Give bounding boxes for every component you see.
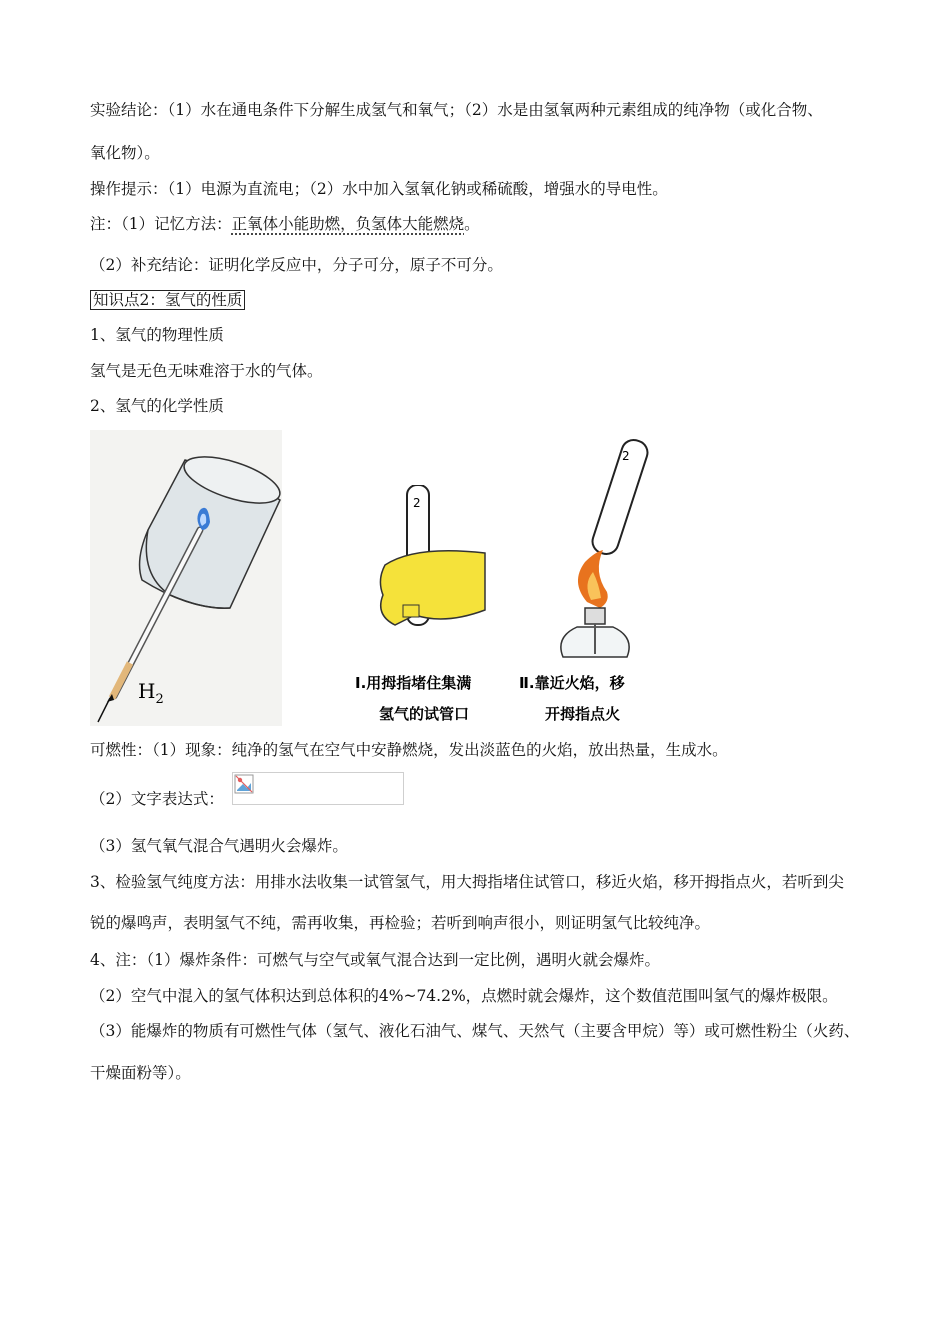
section-heading-box: 知识点2：氢气的性质: [90, 290, 245, 310]
word-equation-label: （2）文字表达式：: [90, 790, 224, 808]
combustibility-phenomenon: 可燃性：（1）现象：纯净的氢气在空气中安静燃烧，发出淡蓝色的火焰，放出热量，生成水。: [90, 741, 728, 759]
explosive-substances-line-2: 干燥面粉等）。: [90, 1064, 191, 1082]
broken-image-icon: [234, 774, 254, 794]
thumb-tube-figure: [355, 485, 505, 730]
explosion-condition: 4、注：（1）爆炸条件：可燃气与空气或氧气混合达到一定比例，遇明火就会爆炸。: [90, 951, 660, 969]
caption-1-line-2: 氢气的试管口: [379, 705, 470, 723]
memory-note-prefix: 注：（1）记忆方法：: [90, 215, 232, 233]
tube-mark-2: 2: [622, 449, 630, 463]
section-heading: [90, 290, 245, 310]
physical-property-text: 氢气是无色无味难溶于水的气体。: [90, 362, 323, 380]
tube-near-flame-figure: [515, 432, 665, 730]
hydrogen-burning-figure: [90, 430, 282, 726]
h2-subscript: 2: [155, 692, 164, 707]
caption-2-line-1: Ⅱ.靠近火焰，移: [519, 674, 625, 692]
operation-tip: 操作提示：（1）电源为直流电；（2）水中加入氢氧化钠或稀硫酸，增强水的导电性。: [90, 180, 668, 198]
tube-mark-1: 2: [413, 496, 421, 510]
caption-2-line-2: 开拇指点火: [545, 705, 621, 723]
memory-note-dotted: 正氧体小能助燃，负氢体大能燃烧: [231, 215, 465, 233]
conclusion-line-1: 实验结论：（1）水在通电条件下分解生成氢气和氧气；（2）水是由氢氧两种元素组成的纯净物（或化合物、: [90, 101, 823, 119]
purity-test-line-1: 3、检验氢气纯度方法：用排水法收集一试管氢气，用大拇指堵住试管口，移近火焰，移开拇指点火，若听到尖: [90, 873, 844, 891]
conclusion-line-2: 氧化物）。: [90, 144, 160, 162]
h2-label: $H_2$: [138, 679, 164, 707]
mixture-explosion: （3）氢气氧气混合气遇明火会爆炸。: [90, 837, 348, 855]
purity-test-line-2: 锐的爆鸣声，表明氢气不纯，需再收集，再检验；若听到响声很小，则证明氢气比较纯净。: [90, 914, 711, 932]
explosive-substances-line-1: （3）能爆炸的物质有可燃性气体（氢气、液化石油气、煤气、天然气（主要含甲烷）等）或可燃性粉尘（火药、: [90, 1022, 860, 1040]
physical-property-heading: 1、氢气的物理性质: [90, 326, 224, 344]
chemical-property-heading: 2、氢气的化学性质: [90, 397, 224, 415]
supplement-conclusion: （2）补充结论：证明化学反应中，分子可分，原子不可分。: [90, 256, 503, 274]
memory-note-suffix: 。: [464, 215, 480, 233]
explosion-limit: （2）空气中混入的氢气体积达到总体积的4%~74.2%，点燃时就会爆炸，这个数值范围叫氢气的爆炸极限。: [90, 987, 838, 1005]
memory-note: [90, 214, 480, 234]
broken-image-placeholder: [232, 772, 404, 805]
caption-1-line-1: Ⅰ.用拇指堵住集满: [355, 674, 472, 692]
